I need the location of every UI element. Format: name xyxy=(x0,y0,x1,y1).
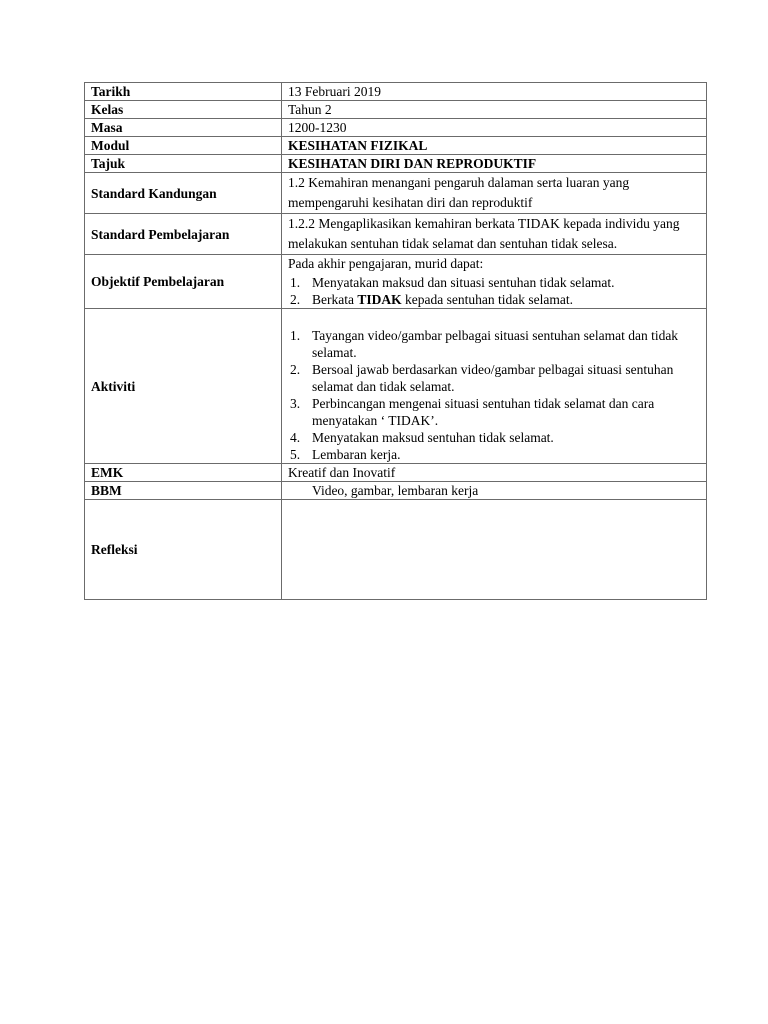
table-row-tajuk xyxy=(85,155,707,173)
row-value-objektif xyxy=(282,255,707,309)
list-item-number: 5. xyxy=(290,447,301,462)
bbm-text: Video, gambar, lembaran kerja xyxy=(312,483,479,498)
table-row-standard-pembelajaran xyxy=(85,214,707,255)
row-value-aktiviti xyxy=(282,309,707,464)
row-label-tarikh: Tarikh xyxy=(85,83,282,101)
row-value-refleksi[interactable] xyxy=(282,500,707,600)
row-label-aktiviti: Aktiviti xyxy=(85,309,282,464)
objektif-intro: Pada akhir pengajaran, murid dapat: xyxy=(288,256,484,271)
row-label-tajuk: Tajuk xyxy=(85,155,282,173)
row-value-bbm xyxy=(282,482,707,500)
table-row-aktiviti xyxy=(85,309,707,464)
table-row-masa xyxy=(85,119,707,137)
table-row-bbm xyxy=(85,482,707,500)
row-label-kelas: Kelas xyxy=(85,101,282,119)
row-label-masa: Masa xyxy=(85,119,282,137)
row-value-standard-kandungan: 1.2 Kemahiran menangani pengaruh dalaman serta luaran yang mempengaruhi kesihatan diri dan reproduktif xyxy=(282,173,707,214)
list-item-number: 3. xyxy=(290,396,301,411)
row-value-emk: Kreatif dan Inovatif xyxy=(282,464,707,482)
row-value-modul: KESIHATAN FIZIKAL xyxy=(282,137,707,155)
row-label-refleksi: Refleksi xyxy=(85,500,282,600)
table-row-standard-kandungan xyxy=(85,173,707,214)
row-label-bbm: BBM xyxy=(85,482,282,500)
list-item xyxy=(288,429,702,446)
table-row-kelas xyxy=(85,101,707,119)
aktiviti-list xyxy=(288,327,702,463)
lesson-plan-table xyxy=(84,82,707,600)
table-row-emk xyxy=(85,464,707,482)
spacer xyxy=(288,309,702,327)
row-value-tarikh: 13 Februari 2019 xyxy=(282,83,707,101)
list-item xyxy=(288,446,702,463)
list-item-text: Tayangan video/gambar pelbagai situasi sentuhan selamat dan tidak selamat. xyxy=(312,328,679,360)
row-label-objektif: Objektif Pembelajaran xyxy=(85,255,282,309)
row-value-standard-pembelajaran: 1.2.2 Mengaplikasikan kemahiran berkata TIDAK kepada individu yang melakukan sentuhan tidak selamat dan sentuhan tidak selesa. xyxy=(282,214,707,255)
row-label-modul: Modul xyxy=(85,137,282,155)
list-item xyxy=(288,395,702,429)
row-value-kelas: Tahun 2 xyxy=(282,101,707,119)
list-item-number: 1. xyxy=(290,328,301,343)
list-item-text-pre: Berkata xyxy=(312,292,358,307)
list-item-number: 1. xyxy=(290,275,301,290)
list-item-text-post: kepada sentuhan tidak selamat. xyxy=(401,292,573,307)
list-item xyxy=(288,327,702,361)
row-value-masa: 1200-1230 xyxy=(282,119,707,137)
list-item-number: 2. xyxy=(290,362,301,377)
row-label-emk: EMK xyxy=(85,464,282,482)
table-row-tarikh xyxy=(85,83,707,101)
row-value-tajuk: KESIHATAN DIRI DAN REPRODUKTIF xyxy=(282,155,707,173)
list-item xyxy=(288,274,702,291)
list-item-text-bold: TIDAK xyxy=(357,292,402,307)
row-label-standard-pembelajaran: Standard Pembelajaran xyxy=(85,214,282,255)
list-item-text: Menyatakan maksud dan situasi sentuhan tidak selamat. xyxy=(312,275,615,290)
list-item-text: Lembaran kerja. xyxy=(312,447,401,462)
list-item-number: 4. xyxy=(290,430,301,445)
objektif-list xyxy=(288,274,702,308)
list-item-number: 2. xyxy=(290,292,301,307)
list-item xyxy=(288,361,702,395)
list-item-text: Bersoal jawab berdasarkan video/gambar pelbagai situasi sentuhan selamat dan tidak selamat. xyxy=(312,362,674,394)
row-label-standard-kandungan: Standard Kandungan xyxy=(85,173,282,214)
list-item-text: Perbincangan mengenai situasi sentuhan tidak selamat dan cara menyatakan ‘ TIDAK’. xyxy=(312,396,655,428)
table-row-objektif xyxy=(85,255,707,309)
list-item-text: Menyatakan maksud sentuhan tidak selamat. xyxy=(312,430,554,445)
list-item xyxy=(288,291,702,308)
table-row-modul xyxy=(85,137,707,155)
table-row-refleksi xyxy=(85,500,707,600)
